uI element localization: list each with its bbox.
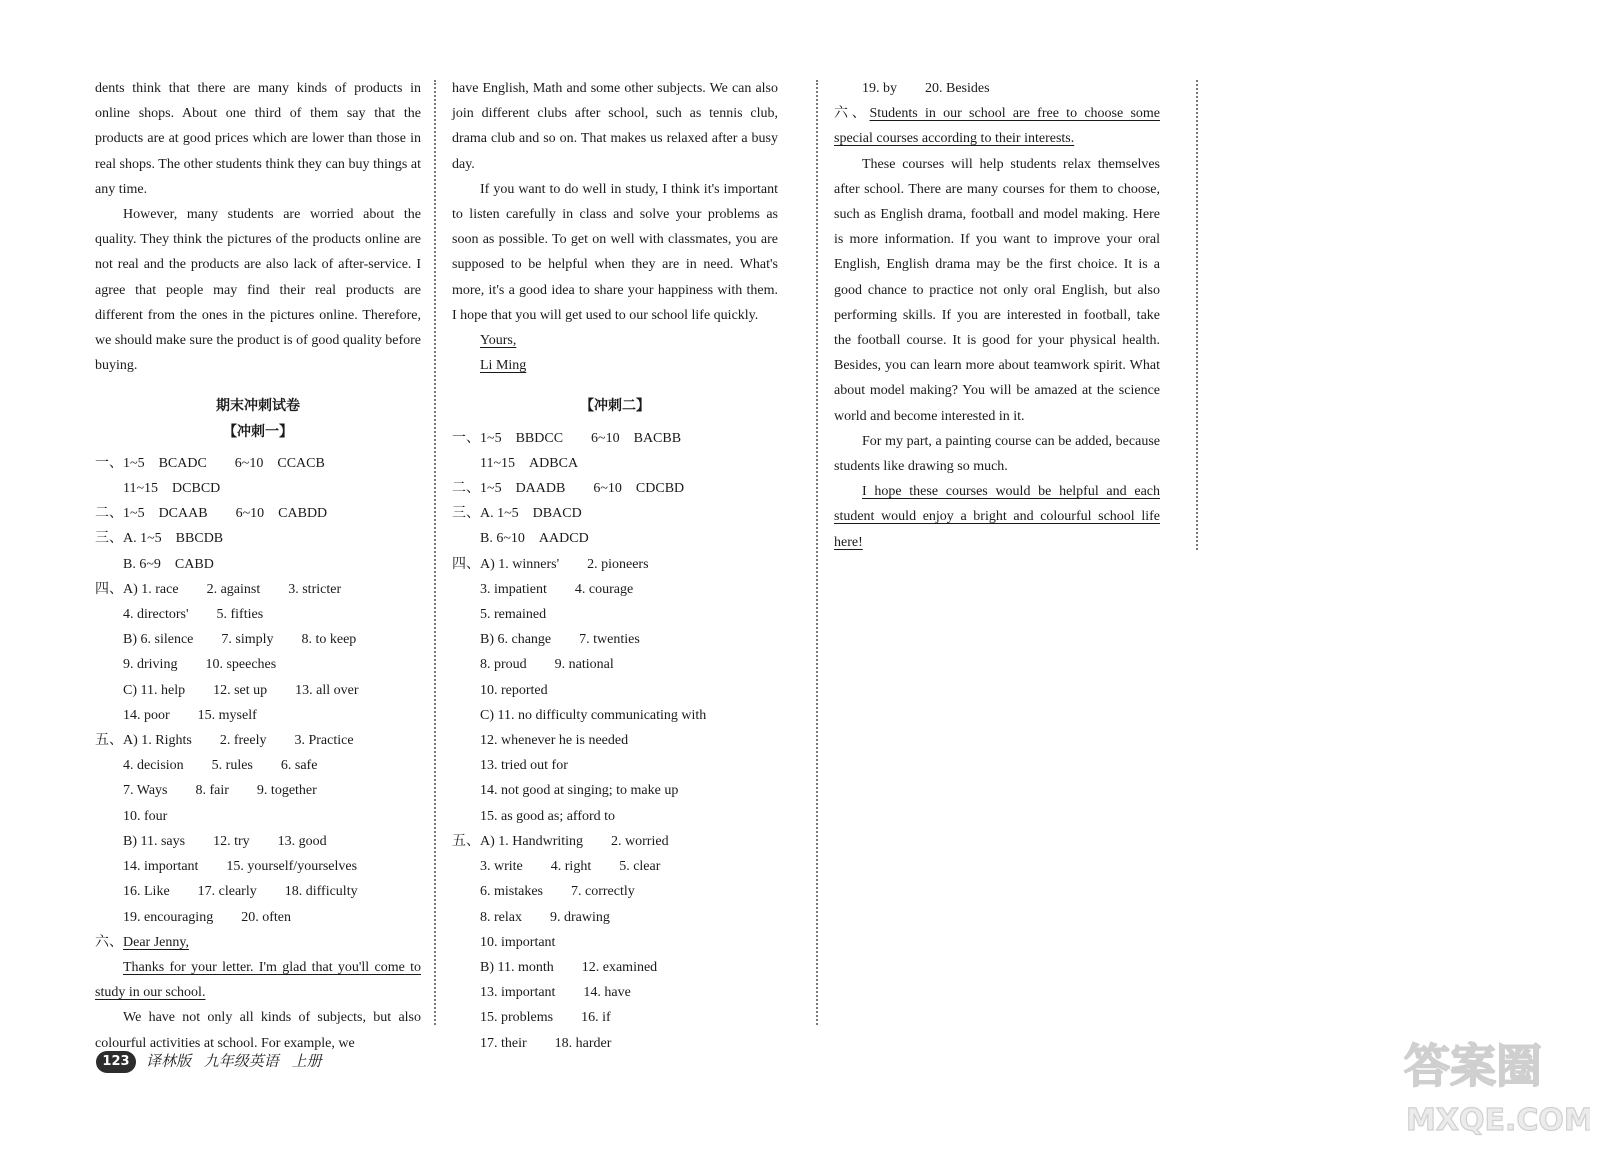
answer-line: B. 6~9 CABD	[123, 556, 214, 572]
answer-line: B) 6. change 7. twenties	[480, 632, 640, 648]
answer-line: 16. Like 17. clearly 18. difficulty	[123, 884, 358, 900]
answer-line: B) 11. month 12. examined	[480, 959, 658, 975]
section-heading: 【冲刺一】	[223, 423, 293, 440]
letter-closing: Yours,	[480, 333, 517, 349]
answer-line: B) 11. says 12. try 13. good	[123, 833, 327, 849]
answer-line: 19. encouraging 20. often	[123, 909, 291, 925]
footer-publisher: 译林版	[146, 1052, 192, 1070]
answer-line: B) 6. silence 7. simply 8. to keep	[123, 632, 357, 648]
column-divider	[816, 80, 818, 1025]
answer-line: 19. by 20. Besides	[862, 81, 990, 96]
watermark-text: 答案圈	[1404, 1039, 1542, 1093]
answer-line: 3. write 4. right 5. clear	[480, 859, 661, 875]
answer-line: 三、A. 1~5 DBACD	[452, 506, 582, 522]
essay-closing-text: I hope these courses would be helpful and each student would enjoy a bright and colourful school life here!	[834, 484, 1160, 550]
answer-line: 10. important	[480, 934, 556, 950]
answer-line: 四、A) 1. race 2. against 3. stricter	[95, 581, 342, 597]
section-label: 六、	[834, 106, 870, 122]
answer-line: 14. poor 15. myself	[123, 707, 257, 723]
paragraph: However, many students are worried about the quality. They think the pictures of the products online are not real and the products are also lack of after-service. I agree that people may find their real products are different from the ones in the pictures online. Therefore, we should make sure the product is of good quality before buying.	[95, 207, 421, 374]
essay-opening-text: Students in our school are free to choose some special courses according to their interests.	[834, 106, 1160, 147]
answer-line: 4. directors' 5. fifties	[123, 607, 264, 623]
answer-line: 8. proud 9. national	[480, 657, 614, 673]
answer-line: 五、A) 1. Handwriting 2. worried	[452, 833, 669, 849]
column-divider	[434, 80, 436, 1025]
answer-line: 12. whenever he is needed	[480, 733, 629, 749]
answer-line: 一、1~5 BBDCC 6~10 BACBB	[452, 430, 682, 446]
answer-line: 7. Ways 8. fair 9. together	[123, 783, 317, 799]
answer-line: 10. reported	[480, 682, 548, 698]
column-right	[834, 76, 1160, 555]
answer-line: 五、A) 1. Rights 2. freely 3. Practice	[95, 733, 354, 749]
paragraph: These courses will help students relax themselves after school. There are many courses for them to choose, such as English drama, football and model making. Here is more information. If you want to improve your oral English, English drama may be the first choice. It is a good chance to practice not only oral English, but also performing skills. If you are interested in football, take the football course. It is good for your physical health. Besides, you can learn more about teamwork spirit. What about model making? You will be amazed at the science world and become interested in it.	[834, 156, 1160, 424]
answer-line: 14. not good at singing; to make up	[480, 783, 679, 799]
exam-title: 期末冲刺试卷	[216, 398, 300, 415]
letter-signature-line	[452, 353, 778, 378]
column-middle	[452, 76, 778, 1056]
answer-line: 5. remained	[480, 607, 547, 623]
answer-line: 11~15 ADBCA	[480, 455, 579, 471]
section-label: 六、	[95, 934, 123, 950]
answer-line: 四、A) 1. winners' 2. pioneers	[452, 556, 649, 572]
paragraph: For my part, a painting course can be added, because students like drawing so much.	[834, 433, 1160, 475]
footer-book-info	[146, 1050, 330, 1071]
watermark-logo	[1390, 1024, 1590, 1144]
letter-opening-text: Thanks for your letter. I'm glad that you'll come to study in our school.	[95, 959, 421, 1001]
footer-volume: 上册	[291, 1052, 322, 1070]
answer-line: 9. driving 10. speeches	[123, 657, 277, 673]
answer-line: 13. tried out for	[480, 758, 568, 774]
column-divider	[1196, 80, 1198, 550]
answer-line: 二、1~5 DCAAB 6~10 CABDD	[95, 506, 328, 522]
answer-line: 15. problems 16. if	[480, 1010, 611, 1026]
answer-line: B. 6~10 AADCD	[480, 531, 589, 547]
paragraph: If you want to do well in study, I think it's important to listen carefully in class and solve your problems as soon as possible. To get on well with classmates, you are supposed to be helpful when they are in need. What's more, it's a good idea to share your happiness with them. I hope that you will get used to our school life quickly.	[452, 181, 778, 323]
letter-greeting: Dear Jenny,	[123, 934, 189, 950]
page-number-badge: 123	[96, 1051, 136, 1073]
paragraph: dents think that there are many kinds of products in online shops. About one third of them say that the products are at good prices which are lower than those in real shops. The other students think they can buy things at any time.	[95, 81, 421, 197]
answer-line: 二、1~5 DAADB 6~10 CDCBD	[452, 481, 685, 497]
answer-line: 10. four	[123, 808, 168, 824]
essay-closing	[834, 479, 1160, 555]
paragraph: We have not only all kinds of subjects, but also colourful activities at school. For example, we	[95, 1010, 421, 1051]
answer-line: 8. relax 9. drawing	[480, 909, 610, 925]
answer-line: 15. as good as; afford to	[480, 808, 616, 824]
answer-line: 14. important 15. yourself/yourselves	[123, 859, 358, 875]
essay-opening	[834, 101, 1160, 151]
answer-line: 一、1~5 BCADC 6~10 CCACB	[95, 455, 325, 471]
letter-signature: Li Ming	[480, 358, 527, 374]
watermark-graphic	[1390, 1024, 1590, 1144]
answer-line: 3. impatient 4. courage	[480, 581, 634, 597]
letter-opening	[95, 955, 421, 1005]
column-left	[95, 76, 421, 1056]
answer-line: 6. mistakes 7. correctly	[480, 884, 635, 900]
paragraph: have English, Math and some other subjects. We can also join different clubs after school, such as tennis club, drama club and so on. That makes us relaxed after a busy day.	[452, 81, 778, 172]
letter-greeting-line	[95, 930, 421, 955]
section-heading: 【冲刺二】	[580, 398, 650, 415]
watermark-url: MXQE.COM	[1406, 1103, 1590, 1138]
answer-line: 13. important 14. have	[480, 985, 631, 1001]
answer-line: 三、A. 1~5 BBCDB	[95, 531, 224, 547]
answer-line: C) 11. help 12. set up 13. all over	[123, 682, 359, 698]
answer-line: C) 11. no difficulty communicating with	[480, 707, 707, 723]
answer-line: 11~15 DCBCD	[123, 481, 221, 497]
answer-line: 4. decision 5. rules 6. safe	[123, 758, 318, 774]
footer-grade: 九年级英语	[203, 1052, 279, 1070]
answer-line: 17. their 18. harder	[480, 1035, 612, 1051]
